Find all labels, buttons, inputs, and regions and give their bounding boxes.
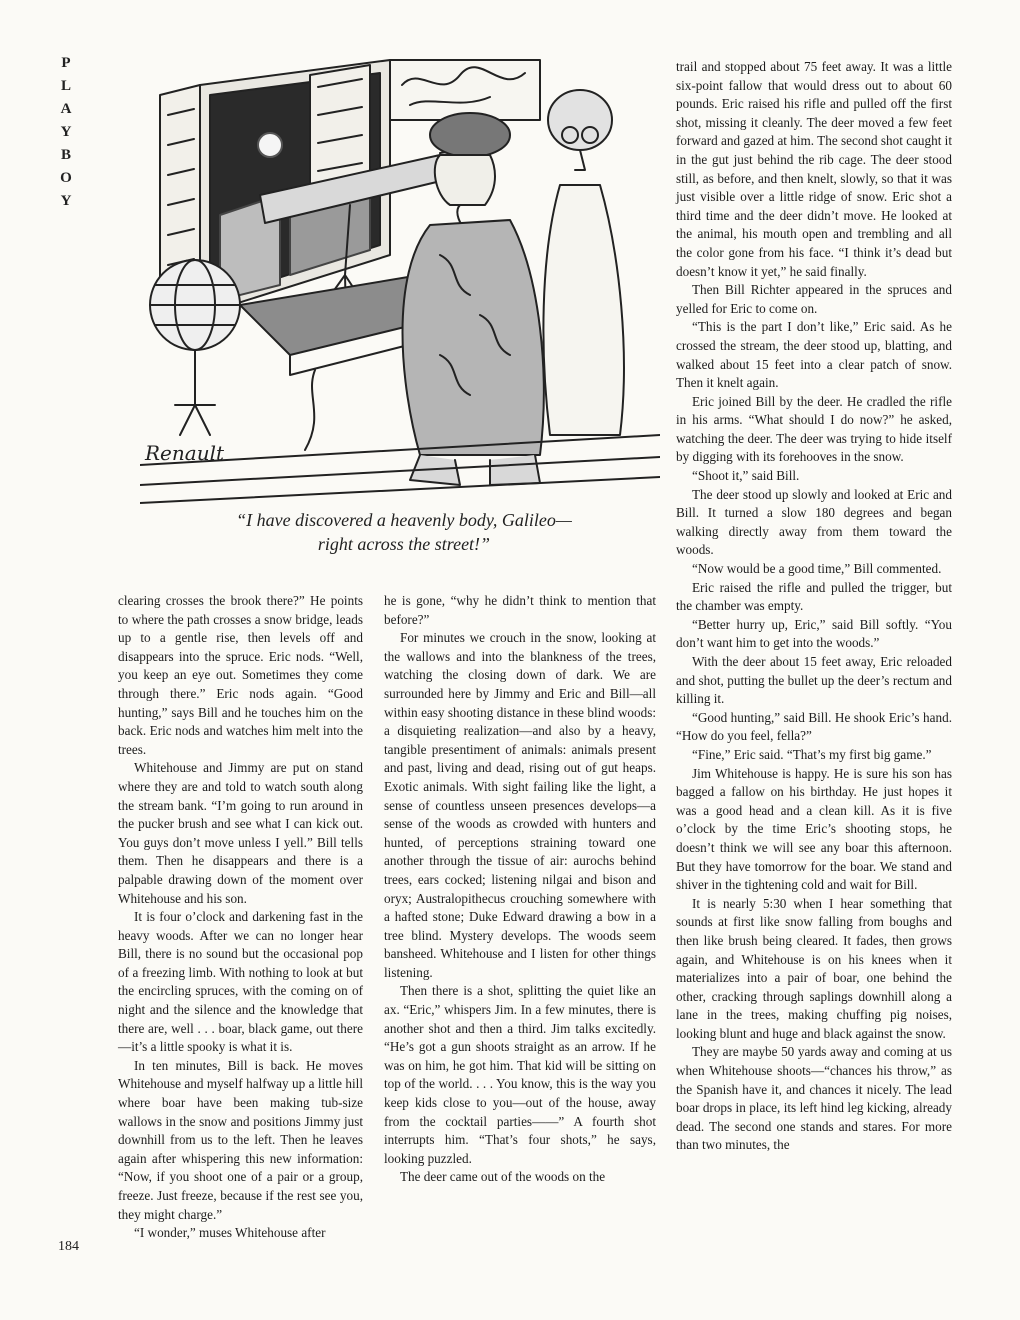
logo-letter: Y — [60, 193, 72, 209]
paragraph: It is four o’clock and darkening fast in the heavy woods. After we can no longer hear Bill, there is no sound but the occasional pop of a freezing limb. With nothing to look at but the encircling spruces, with the coming on of night and the silence and the knowledge that there are, well . . . boar, black game, out there—it’s a little spooky is what it is. — [118, 909, 363, 1055]
logo-letter: B — [60, 147, 71, 163]
paragraph: It is nearly 5:30 when I hear something that sounds at first like snow falling from boughs and then like brush being cleared. It fades, then grows again, and Whitehouse is on his knees when it materializes into a pair of boar, one behind the other, cracking through saplings downhill along a lane in the trees, making chuffing pig noises, looking blunt and huge and black against the snow. — [676, 895, 952, 1041]
logo-letter: O — [60, 170, 72, 186]
paragraph: clearing crosses the brook there?” He points to where the path crosses a snow bridge, leads up to a gentle rise, then levels off and disappears into the spruce. Eric nods. “Well, you keep an eye out. Sometimes they come through there.” Eric nods again. “Good hunting,” says Bill and he touches him on the back. Eric nods and watches him melt into the trees. — [118, 593, 363, 757]
paragraph: “Shoot it,” said Bill. — [692, 468, 800, 484]
cartoon-signature: Renault — [145, 441, 225, 465]
paragraph: The deer stood up slowly and looked at Eric and Bill. It turned a slow 180 degrees and began walking directly away from them toward the woods. — [676, 486, 952, 558]
paragraph: Whitehouse and Jimmy are put on stand where they are and told to watch south along the stream bank. “I’m going to run around in the pucker brush and see what I can kick out. You guys don’t move unless I yell.” Bill tells them. Then he disappears and there is a palpable drawing down of the moment over Whitehouse and his son. — [118, 760, 363, 906]
magazine-logo-vertical — [54, 52, 78, 213]
paragraph: “I wonder,” muses Whitehouse after — [134, 1225, 326, 1241]
logo-letter: P — [61, 55, 71, 71]
paragraph: trail and stopped about 75 feet away. It was a little six-point fallow that would dress out to about 60 pounds. Eric raised his rifle and pulled off the first shot, missing it cleanly. The deer moved a few feet forward and gazed at him. The second shot caught it in the gut just behind the rib cage. The deer stood still, as before, and then knelt, slowly, so that it was just visible over a little ridge of snow. Eric shot a third time and the deer didn’t move. He looked at the animal, his mouth open and trembling and all the color gone from his face. “I think it’s dead but doesn’t know it yet,” he said finally. — [676, 59, 952, 279]
paragraph: he is gone, “why he didn’t think to mention that before?” — [384, 593, 656, 627]
paragraph: In ten minutes, Bill is back. He moves Whitehouse and myself halfway up a little hill where boar have been making tub-size wallows in the snow and positions Jimmy just downhill from us to the left. Then he leaves again after whispering this new information: “Now, if you shoot one of a pair or a group, freeze. Just freeze, because if the rest see you, they might charge.” — [118, 1057, 363, 1222]
page-number: 184 — [58, 1239, 79, 1254]
paragraph: “This is the part I don’t like,” Eric said. As he crossed the stream, the deer stood up, blatting, and walked about 15 feet into a clear patch of snow. Then it knelt again. — [676, 319, 952, 391]
paragraph: The deer came out of the woods on the — [400, 1169, 606, 1185]
paragraph: They are maybe 50 yards away and coming at us when Whitehouse shoots—“chances his throw,” as the Spanish have it, and chances it nicely. The lead boar drops in place, its left hind leg kicking, already dead. The second one stands and stares. For more than two minutes, the — [676, 1044, 952, 1153]
text-column-1 — [118, 592, 363, 1243]
text-column-2 — [384, 592, 656, 1187]
paragraph: Eric raised the rifle and pulled the trigger, but the chamber was empty. — [676, 579, 952, 614]
paragraph: Jim Whitehouse is happy. He is sure his son has bagged a fallow on his birthday. He just hopes it was a good head and a clean kill. As it is five o’clock by the time Eric’s shooting stops, he doesn’t think we will see any boar this afternoon. But they have tomorrow for the boar. We stand and shiver in the tightening cold and wait for Bill. — [676, 765, 952, 893]
logo-letter: A — [60, 101, 72, 117]
cartoon-illustration — [140, 55, 660, 505]
text-column-3 — [676, 58, 952, 1155]
paragraph: With the deer about 15 feet away, Eric reloaded and shot, putting the bullet up the deer’s rectum and killing it. — [676, 654, 952, 707]
paragraph: Eric joined Bill by the deer. He cradled the rifle in his arms. “What should I do now?” he asked, watching the deer. The deer was trying to hide itself by digging with its forehooves in the snow. — [676, 393, 952, 465]
paragraph: “Better hurry up, Eric,” said Bill softly. “You don’t want him to get into the woods.” — [676, 616, 952, 651]
paragraph: “Now would be a good time,” Bill commented. — [692, 561, 942, 577]
cartoon-caption — [160, 508, 648, 556]
logo-letter: L — [60, 78, 71, 94]
caption-line: “I have discovered a heavenly body, Galileo— — [236, 510, 572, 530]
paragraph: “Good hunting,” said Bill. He shook Eric’s hand. “How do you feel, fella?” — [676, 709, 952, 744]
paragraph: “Fine,” Eric said. “That’s my first big game.” — [692, 746, 932, 762]
paragraph: Then Bill Richter appeared in the spruces and yelled for Eric to come on. — [676, 282, 952, 316]
logo-letter: Y — [60, 124, 72, 140]
caption-line: right across the street!” — [317, 534, 491, 554]
paragraph: Then there is a shot, splitting the quiet like an ax. “Eric,” whispers Jim. In a few minutes, there is another shot and then a third. Jim talks excitedly. “He’s got a gun shoots straight as an arrow. If he was on him, he got him. That kid will be sitting on top of the world. . . . You know, this is the way you keep kids close to you—out of the house, away from the cocktail parties——” A fourth shot interrupts him. “That’s four shots,” he says, looking puzzled. — [384, 983, 656, 1166]
paragraph: For minutes we crouch in the snow, looking at the wallows and into the blankness of the trees, watching the closing down of dark. We are surrounded here by Jimmy and Eric and Bill—all within easy shooting distance in these blind woods: a disquieting realization—and also by a heavy, tangible presentiment of animals: animals present and past, living and dead, rising out of gut heaps. Exotic animals. With sight failing like the light, a sense of countless unseen presences develops—a sense of the woods as crowded with hunters and hunted, of perceptions straining toward one another through the tissue of air: aurochs behind trees, ears cocked; listening nilgai and bison and oryx; Australopithecus crouching somewhere with a hafted stone; Duke Edward drawing a bow in a tree blind. Mystery develops. The woods seem banshееd. Whitehouse and I listen for other things listening. — [384, 630, 656, 980]
